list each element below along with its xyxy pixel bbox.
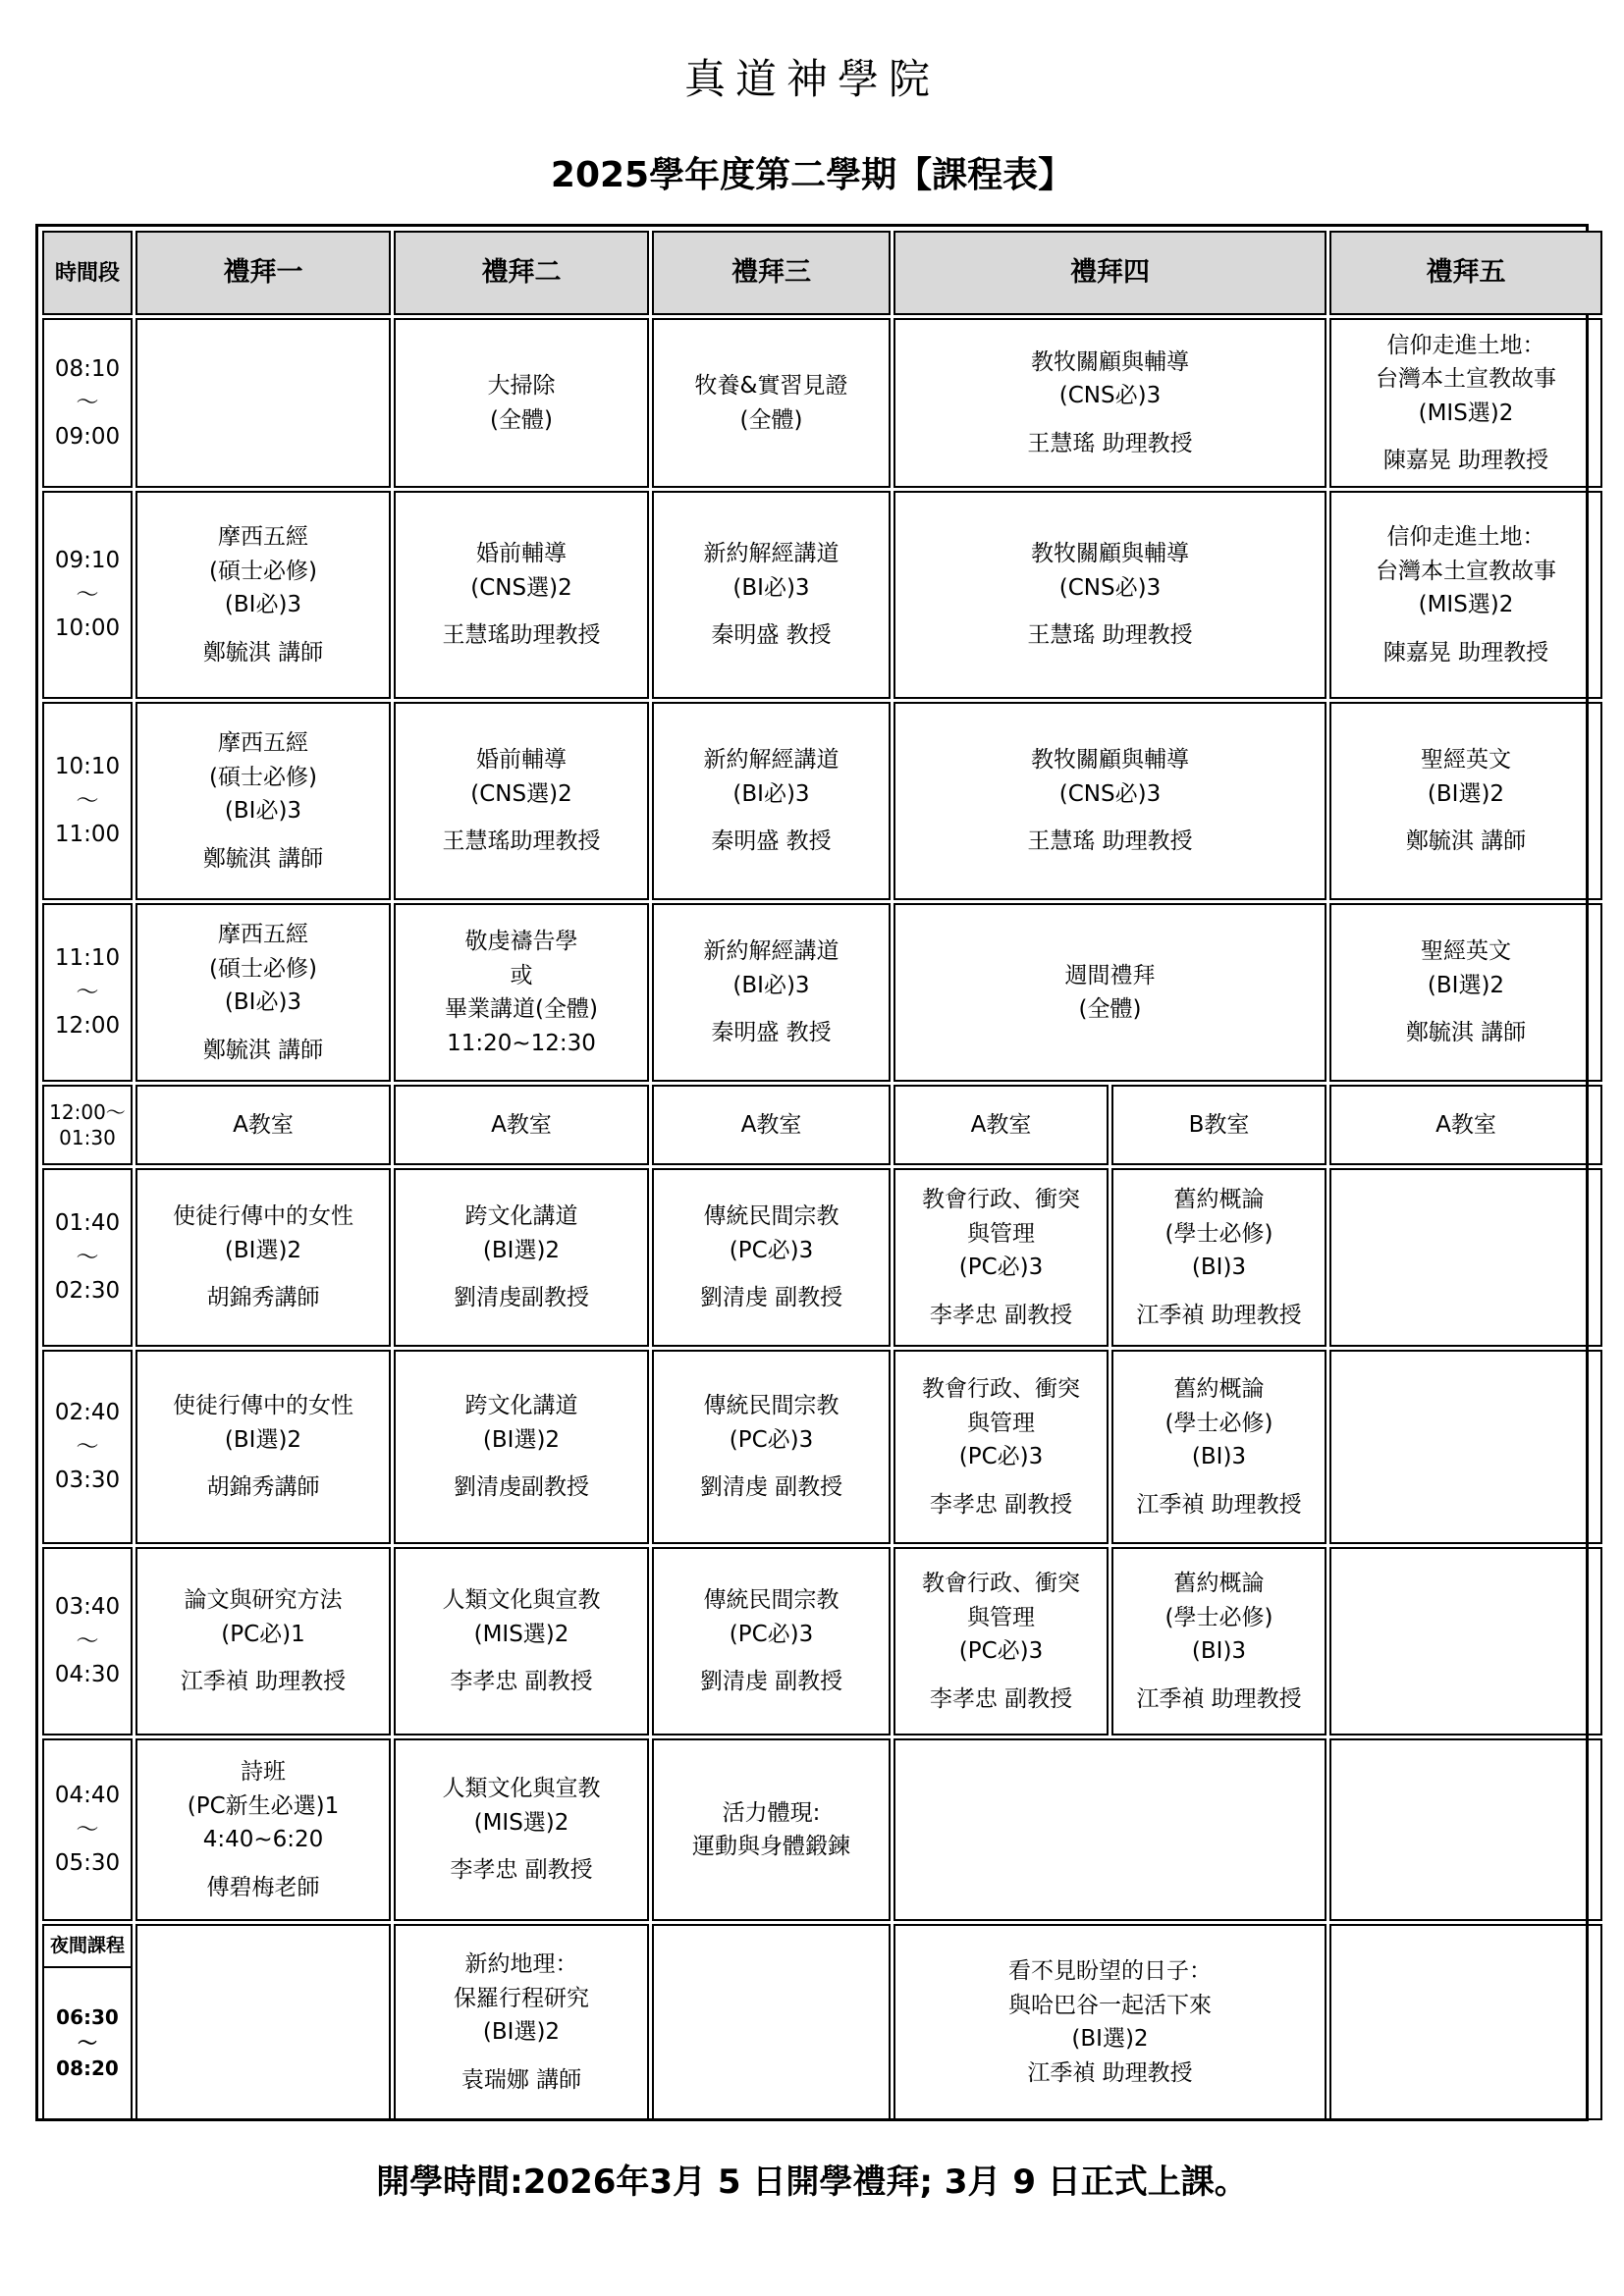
text-line: 舊約概論: [1173, 1187, 1265, 1212]
row-period-2: [42, 491, 1602, 699]
text-line: 舊約概論: [1173, 1571, 1265, 1596]
text-line: (BI選)2: [482, 1426, 561, 1453]
course-cell: [394, 702, 649, 900]
text-line: 傳統民間宗教: [703, 1587, 839, 1614]
text-line: ～: [76, 390, 99, 416]
instructor-name: 劉清虔副教授: [454, 1285, 589, 1311]
text-line: (碩士必修): [209, 764, 317, 790]
room-cell: A教室: [135, 1085, 391, 1165]
row-period-4: [42, 903, 1602, 1082]
instructor-name: 鄭毓淇 講師: [202, 639, 324, 666]
course-cell: [135, 1168, 391, 1347]
text-line: ～: [76, 979, 99, 1005]
course-cell: [135, 702, 391, 900]
row-period-8: [42, 1738, 1602, 1921]
cell-empty: [1329, 1350, 1602, 1544]
night-time-slot: [42, 1924, 133, 2120]
course-cell: [1329, 903, 1602, 1082]
instructor-name: 胡錦秀講師: [206, 1474, 320, 1501]
course-cell: [893, 903, 1326, 1082]
text-line: 與哈巴谷一起活下來: [1008, 1992, 1212, 2018]
instructor-name: 劉清虔副教授: [454, 1474, 589, 1501]
text-line: ～: [76, 1433, 99, 1460]
text-line: 江季禎 助理教授: [1027, 2059, 1193, 2086]
cell-empty: [1329, 1738, 1602, 1921]
text-line: 人類文化與宣教: [442, 1587, 601, 1614]
course-cell: [893, 702, 1326, 900]
text-line: 08:20: [56, 2056, 119, 2081]
text-line: (PC必)3: [729, 1426, 814, 1453]
cell-empty: [652, 1924, 891, 2120]
text-line: (PC必)3: [958, 1638, 1044, 1664]
text-line: (BI必)3: [224, 592, 302, 617]
course-cell: [652, 702, 891, 900]
course-cell: [135, 491, 391, 699]
text-line: (PC新生必選)1: [187, 1792, 340, 1819]
text-line: (BI選)2: [224, 1426, 302, 1453]
text-line: 教會行政、衝突: [922, 1571, 1080, 1596]
course-cell: [135, 1350, 391, 1544]
text-line: 新約解經講道: [703, 747, 839, 774]
schedule-table: [39, 228, 1605, 2123]
text-line: 03:30: [54, 1468, 121, 1494]
text-line: (CNS必)3: [1058, 780, 1162, 807]
text-line: 摩西五經: [218, 524, 308, 550]
course-cell: [1329, 702, 1602, 900]
text-line: (BI選)2: [224, 1237, 302, 1263]
room-cell: A教室: [652, 1085, 891, 1165]
instructor-name: 王慧瑤助理教授: [442, 828, 601, 855]
text-line: (BI必)3: [732, 972, 810, 998]
time-slot: [42, 1738, 133, 1921]
page-title: 2025學年度第二學期【課程表】: [550, 155, 1074, 195]
text-line: ～: [76, 581, 99, 608]
text-line: (CNS選)2: [470, 574, 572, 601]
instructor-name: 江季禎 助理教授: [180, 1669, 347, 1695]
text-line: 教會行政、衝突: [922, 1187, 1080, 1212]
text-line: (全體): [739, 406, 803, 433]
instructor-name: 江季禎 助理教授: [1136, 1685, 1302, 1712]
text-line: 04:40: [54, 1783, 121, 1809]
course-cell: [652, 903, 891, 1082]
text-line: (PC必)3: [958, 1255, 1044, 1280]
instructor-name: 李孝忠 副教授: [929, 1491, 1073, 1518]
text-line: 教會行政、衝突: [922, 1376, 1080, 1402]
cell-empty: [135, 318, 391, 488]
course-cell: [893, 1168, 1109, 1347]
text-line: 04:30: [54, 1662, 121, 1688]
text-line: 聖經英文: [1421, 938, 1511, 965]
cell-empty: [1329, 1924, 1602, 2120]
course-cell: [652, 1350, 891, 1544]
text-line: 05:30: [54, 1850, 121, 1877]
header-time: 時間段: [42, 231, 133, 315]
room-cell: A教室: [893, 1085, 1109, 1165]
row-period-6: [42, 1350, 1602, 1544]
time-slot: [42, 318, 133, 488]
course-cell: [893, 1350, 1109, 1544]
text-line: 牧養&實習見證: [694, 373, 848, 399]
time-slot: [42, 903, 133, 1082]
row-lunch: [42, 1085, 1602, 1165]
text-line: (BI必)3: [224, 798, 302, 824]
text-line: 使徒行傳中的女性: [173, 1203, 353, 1230]
text-line: ～: [76, 1816, 99, 1842]
text-line: (MIS選)2: [473, 1809, 569, 1836]
text-line: 台灣本土宣教故事: [1376, 558, 1556, 584]
row-period-5: [42, 1168, 1602, 1347]
header-friday: 禮拜五: [1329, 231, 1602, 315]
text-line: 週間禮拜: [1064, 962, 1156, 988]
instructor-name: 劉清虔 副教授: [699, 1669, 843, 1695]
night-time: [44, 1968, 131, 2119]
text-line: 人類文化與宣教: [442, 1776, 601, 1802]
instructor-name: 李孝忠 副教授: [929, 1685, 1073, 1712]
text-line: (MIS選)2: [1418, 400, 1514, 426]
text-line: 與管理: [967, 1220, 1035, 1247]
text-line: 02:40: [54, 1400, 121, 1426]
room-cell: B教室: [1111, 1085, 1326, 1165]
school-name: 真道神學院: [683, 55, 940, 103]
cell-empty: [893, 1738, 1326, 1921]
text-line: 01:40: [54, 1210, 121, 1237]
course-cell: [394, 1168, 649, 1347]
course-cell: [135, 903, 391, 1082]
cell-empty: [1329, 1168, 1602, 1347]
course-cell: [394, 491, 649, 699]
text-line: 4:40~6:20: [202, 1827, 324, 1852]
text-line: 01:30: [59, 1126, 116, 1149]
instructor-name: 陳嘉晃 助理教授: [1382, 639, 1549, 666]
text-line: (BI選)2: [1071, 2026, 1149, 2052]
instructor-name: 江季禎 助理教授: [1136, 1491, 1302, 1518]
course-cell: [893, 1547, 1109, 1735]
text-line: (BI)3: [1191, 1255, 1247, 1280]
text-line: (CNS必)3: [1058, 574, 1162, 601]
text-line: (BI必)3: [732, 780, 810, 807]
time-slot: [42, 1547, 133, 1735]
course-cell: [1111, 1168, 1326, 1347]
text-line: 論文與研究方法: [184, 1587, 343, 1614]
text-line: (CNS必)3: [1058, 383, 1162, 409]
cell-empty: [135, 1924, 391, 2120]
instructor-name: 王慧瑤 助理教授: [1027, 430, 1193, 456]
text-line: 舊約概論: [1173, 1376, 1265, 1402]
text-line: 03:40: [54, 1594, 121, 1621]
instructor-name: 李孝忠 副教授: [450, 1669, 593, 1695]
course-cell: [394, 1547, 649, 1735]
header-monday: 禮拜一: [135, 231, 391, 315]
text-line: ～: [76, 1244, 99, 1270]
text-line: (PC必)3: [958, 1444, 1044, 1469]
header-tuesday: 禮拜二: [394, 231, 649, 315]
text-line: 台灣本土宣教故事: [1376, 366, 1556, 392]
text-line: (PC必)3: [729, 1237, 814, 1263]
text-line: 看不見盼望的日子：: [1008, 1958, 1212, 1984]
text-line: 跨文化講道: [464, 1393, 578, 1419]
time-slot: [42, 702, 133, 900]
time-slot: [42, 491, 133, 699]
text-line: 摩西五經: [218, 730, 308, 756]
text-line: 12:00: [54, 1013, 121, 1040]
text-line: (學士必修): [1164, 1410, 1273, 1436]
text-line: (碩士必修): [209, 558, 317, 584]
text-line: 11:20~12:30: [447, 1030, 596, 1056]
course-cell: [394, 1738, 649, 1921]
text-line: 11:10: [54, 945, 121, 972]
text-line: 大掃除: [487, 373, 556, 399]
instructor-name: 江季禎 助理教授: [1136, 1302, 1302, 1328]
instructor-name: 王慧瑤助理教授: [442, 622, 601, 649]
text-line: 信仰走進土地：: [1386, 524, 1545, 550]
instructor-name: 陳嘉晃 助理教授: [1382, 448, 1549, 473]
instructor-name: 王慧瑤 助理教授: [1027, 828, 1193, 855]
night-label: 夜間課程: [44, 1926, 131, 1968]
text-line: 09:10: [54, 548, 121, 574]
text-line: (BI選)2: [1427, 780, 1505, 807]
course-cell: [893, 491, 1326, 699]
instructor-name: 傅碧梅老師: [206, 1874, 320, 1900]
text-line: 保羅行程研究: [454, 1985, 589, 2011]
text-line: 使徒行傳中的女性: [173, 1393, 353, 1419]
instructor-name: 秦明盛 教授: [711, 1020, 832, 1046]
text-line: (學士必修): [1164, 1220, 1273, 1247]
instructor-name: 劉清虔 副教授: [699, 1474, 843, 1501]
text-line: 活力體現:: [722, 1799, 821, 1826]
text-line: (全體): [1078, 996, 1142, 1022]
text-line: 06:30: [56, 2005, 119, 2030]
text-line: ～: [78, 2031, 97, 2056]
text-line: 畢業講道(全體): [445, 996, 598, 1022]
course-cell: [394, 903, 649, 1082]
text-line: 與管理: [967, 1604, 1035, 1630]
text-line: 新約解經講道: [703, 938, 839, 965]
text-line: (BI選)2: [1427, 972, 1505, 998]
text-line: (CNS選)2: [470, 780, 572, 807]
text-line: 12:00～: [49, 1100, 126, 1124]
text-line: 婚前輔導: [476, 747, 567, 774]
instructor-name: 袁瑞娜 講師: [460, 2066, 582, 2093]
text-line: 08:10: [54, 355, 121, 382]
text-line: 或: [510, 962, 533, 988]
text-line: ～: [76, 787, 99, 814]
text-line: (MIS選)2: [1418, 592, 1514, 617]
course-cell: [394, 318, 649, 488]
course-cell: [893, 318, 1326, 488]
text-line: 跨文化講道: [464, 1203, 578, 1230]
text-line: (BI)3: [1191, 1444, 1247, 1469]
course-cell: [893, 1924, 1326, 2120]
text-line: (BI必)3: [732, 574, 810, 601]
text-line: (全體): [490, 406, 553, 433]
room-cell: A教室: [394, 1085, 649, 1165]
course-cell: [1329, 318, 1602, 488]
text-line: 教牧關顧與輔導: [1031, 348, 1189, 375]
row-period-3: [42, 702, 1602, 900]
course-cell: [1111, 1350, 1326, 1544]
room-cell: A教室: [1329, 1085, 1602, 1165]
instructor-name: 秦明盛 教授: [711, 828, 832, 855]
text-line: (MIS選)2: [473, 1621, 569, 1647]
text-line: 02:30: [54, 1278, 121, 1305]
cell-empty: [1329, 1547, 1602, 1735]
text-line: (學士必修): [1164, 1604, 1273, 1630]
course-cell: [135, 1547, 391, 1735]
text-line: (BI選)2: [482, 2019, 561, 2045]
time-slot: [42, 1350, 133, 1544]
course-cell: [652, 1547, 891, 1735]
text-line: 敬虔禱告學: [464, 929, 578, 954]
header-row: [42, 231, 1602, 315]
text-line: 新約解經講道: [703, 541, 839, 567]
text-line: (PC必)1: [221, 1621, 305, 1647]
course-cell: [135, 1738, 391, 1921]
instructor-name: 李孝忠 副教授: [929, 1302, 1073, 1328]
row-period-7: [42, 1547, 1602, 1735]
instructor-name: 鄭毓淇 講師: [1405, 1020, 1527, 1046]
text-line: 10:00: [54, 615, 121, 642]
text-line: 09:00: [54, 423, 121, 450]
header-wednesday: 禮拜三: [652, 231, 891, 315]
start-date-note: 開學時間:2026年3月 5 日開學禮拜; 3月 9 日正式上課。: [376, 2163, 1248, 2202]
header-thursday: 禮拜四: [893, 231, 1326, 315]
text-line: 教牧關顧與輔導: [1031, 747, 1189, 774]
text-line: (PC必)3: [729, 1621, 814, 1647]
text-line: 運動與身體鍛鍊: [692, 1834, 850, 1859]
text-line: 11:00: [54, 822, 121, 848]
text-line: 摩西五經: [218, 922, 308, 947]
instructor-name: 王慧瑤 助理教授: [1027, 622, 1193, 649]
course-cell: [394, 1350, 649, 1544]
text-line: 詩班: [241, 1759, 286, 1785]
course-cell: [1329, 491, 1602, 699]
text-line: (碩士必修): [209, 955, 317, 982]
row-night: [42, 1924, 1602, 2120]
instructor-name: 鄭毓淇 講師: [1405, 828, 1527, 855]
text-line: 婚前輔導: [476, 541, 567, 567]
text-line: 新約地理：: [464, 1951, 578, 1977]
text-line: (BI選)2: [482, 1237, 561, 1263]
instructor-name: 秦明盛 教授: [711, 622, 832, 649]
text-line: (BI)3: [1191, 1638, 1247, 1664]
instructor-name: 劉清虔 副教授: [699, 1285, 843, 1311]
time-slot: [42, 1085, 133, 1165]
instructor-name: 胡錦秀講師: [206, 1285, 320, 1311]
course-cell: [652, 1738, 891, 1921]
course-cell: [1111, 1547, 1326, 1735]
text-line: 與管理: [967, 1410, 1035, 1436]
course-cell: [652, 491, 891, 699]
text-line: 10:10: [54, 754, 121, 780]
instructor-name: 鄭毓淇 講師: [202, 845, 324, 872]
text-line: ～: [76, 1628, 99, 1654]
course-cell: [652, 318, 891, 488]
text-line: 傳統民間宗教: [703, 1203, 839, 1230]
course-cell: [652, 1168, 891, 1347]
text-line: 教牧關顧與輔導: [1031, 541, 1189, 567]
text-line: (BI必)3: [224, 989, 302, 1015]
instructor-name: 李孝忠 副教授: [450, 1857, 593, 1884]
time-slot: [42, 1168, 133, 1347]
text-line: 傳統民間宗教: [703, 1393, 839, 1419]
text-line: 信仰走進土地：: [1386, 332, 1545, 358]
instructor-name: 鄭毓淇 講師: [202, 1037, 324, 1063]
row-period-1: [42, 318, 1602, 488]
text-line: 聖經英文: [1421, 747, 1511, 774]
course-cell: [394, 1924, 649, 2120]
